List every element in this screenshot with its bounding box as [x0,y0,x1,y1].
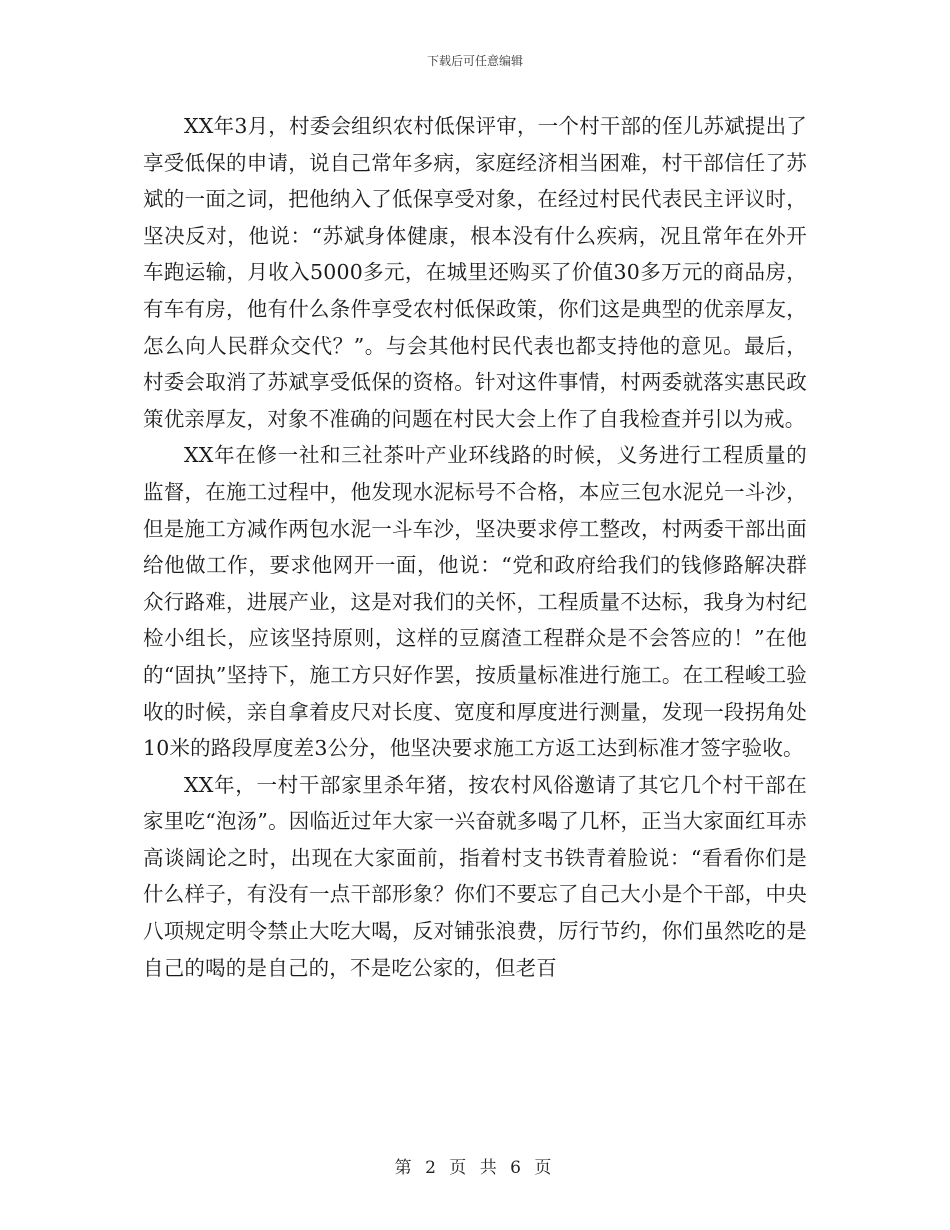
page-number-footer: 第 2 页 共 6 页 [394,1158,556,1178]
paragraph-1: XX年3月，村委会组织农村低保评审，一个村干部的侄儿苏斌提出了享受低保的申请，说自己常年多病，家庭经济相当困难，村干部信任了苏斌的一面之词，把他纳入了低保享受对象，在经过村民代表民主评议时，坚决反对，他说：“苏斌身体健康，根本没有什么疾病，况且常年在外开车跑运输，月收入5000多元，在城里还购买了价值30多万元的商品房，有车有房，他有什么条件享受农村低保政策，你们这是典型的优亲厚友，怎么向人民群众交代？”。与会其他村民代表也都支持他的意见。最后，村委会取消了苏斌享受低保的资格。针对这件事情，村两委就落实惠民政策优亲厚友，对象不准确的问题在村民大会上作了自我检查并引以为戒。 [143,114,807,431]
document-body [143,108,807,986]
page-header-note: 下载后可任意编辑 [426,54,523,68]
paragraph-2: XX年在修一社和三社茶叶产业环线路的时候，义务进行工程质量的监督，在施工过程中，他发现水泥标号不合格，本应三包水泥兑一斗沙，但是施工方减作两包水泥一斗车沙，坚决要求停工整改，村两委干部出面给他做工作，要求他网开一面，他说：“党和政府给我们的钱修路解决群众行路难，进展产业，这是对我们的关怀，工程质量不达标，我身为村纪检小组长，应该坚持原则，这样的豆腐渣工程群众是不会答应的！”在他的“固执”坚持下，施工方只好作罢，按质量标准进行施工。在工程峻工验收的时候，亲自拿着皮尺对长度、宽度和厚度进行测量，发现一段拐角处10米的路段厚度差3公分，他坚决要求施工方返工达到标准才签字验收。 [143,443,807,761]
paragraph-3: XX年，一村干部家里杀年猪，按农村风俗邀请了其它几个村干部在家里吃“泡汤”。因临近过年大家一兴奋就多喝了几杯，正当大家面红耳赤高谈阔论之时，出现在大家面前，指着村支书铁青着脸说：“看看你们是什么样子，有没有一点干部形象？你们不要忘了自己大小是个干部，中央八项规定明令禁止大吃大喝，反对铺张浪费，厉行节约，你们虽然吃的是自己的喝的是自己的，不是吃公家的，但老百 [143,772,807,980]
